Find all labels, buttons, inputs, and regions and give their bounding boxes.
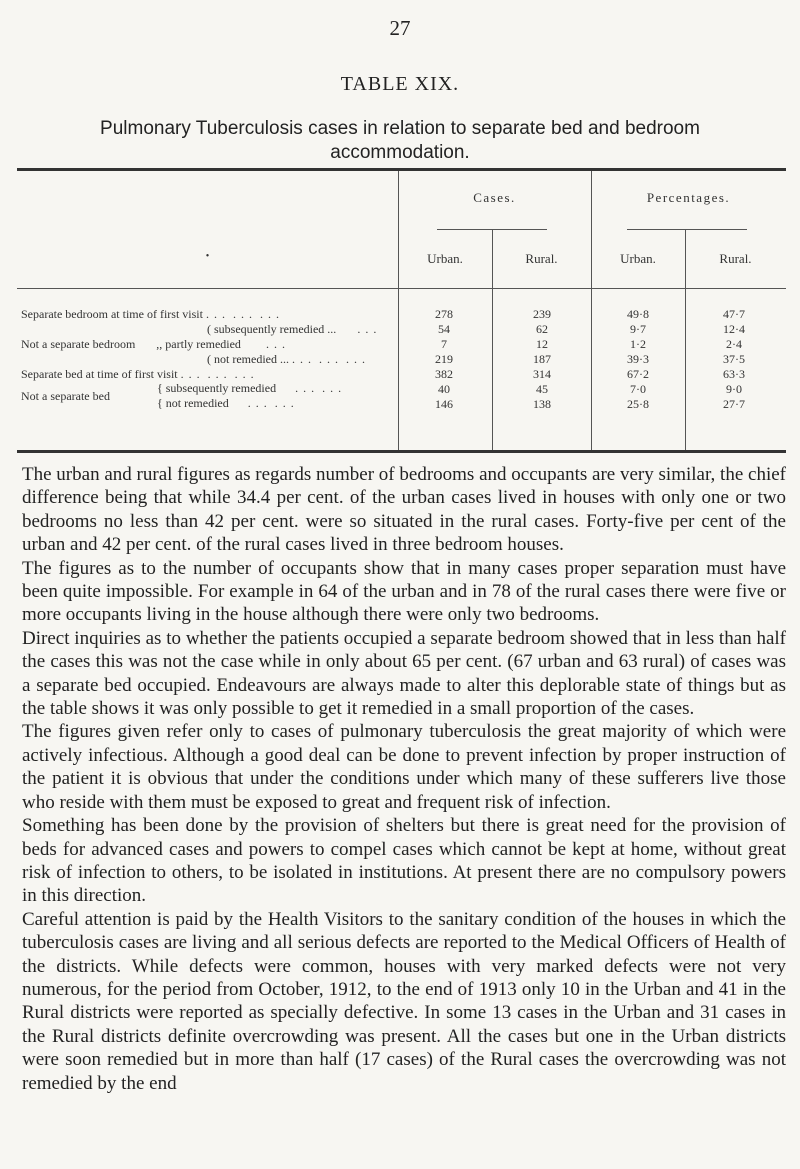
cell: 1·2 — [630, 337, 646, 351]
cell: 146 — [435, 397, 453, 411]
col-rural-pct: Rural. — [719, 251, 752, 266]
table-title: TABLE XIX. — [340, 73, 460, 95]
paragraph: The figures as to the number of occupants show that in many cases proper separation must have been quite impossible. For example in 64 of the urban and in 78 of the rural cases there were five or more occupants living in the house although there were only two bedrooms. — [22, 557, 786, 626]
table-heading: Pulmonary Tuberculosis cases in relation to separate bed and bedroom accommodation. — [100, 118, 700, 163]
data-table — [17, 168, 786, 453]
cell: 382 — [435, 367, 453, 381]
cell: 62 — [536, 322, 548, 336]
header-marker: • — [205, 251, 210, 262]
paragraph: The urban and rural figures as regards number of bedrooms and occupants are very similar, the chief difference being that while 34.4 per cent. of the urban cases lived in houses with only one or two bedrooms no less than 42 per cent. were so situated in the rural cases. Forty-five per cent of the urban and 42 per cent. of the rural cases lived in three bedroom houses. — [22, 464, 786, 556]
paragraph: Something has been done by the provision of shelters but there is great need for the provision of beds for advanced cases and powers to compel cases which cannot be kept at home, without great risk of infection to others, to be isolated in institutions. At present there are no compulsory powers in this direction. — [22, 815, 786, 907]
col-urban-cases: Urban. — [427, 251, 463, 266]
row-label: Separate bedroom at time of first visit ... ... ... — [21, 307, 284, 321]
table-bottom-rule — [17, 450, 786, 453]
table-top-rule — [17, 168, 786, 171]
cell: 239 — [533, 307, 551, 321]
cell: 47·7 — [723, 307, 745, 321]
header-bottom-rule — [17, 288, 786, 289]
cell: 314 — [533, 367, 551, 381]
cell: 25·8 — [627, 397, 649, 411]
cell: 54 — [438, 322, 450, 336]
column-divider — [591, 171, 592, 450]
cell: 49·8 — [627, 307, 649, 321]
col-rural-cases: Rural. — [525, 251, 558, 266]
cell: 45 — [536, 382, 548, 396]
cell: 219 — [435, 352, 453, 366]
cell: 9·7 — [630, 322, 646, 336]
cell: 27·7 — [723, 397, 745, 411]
header-cases: Cases. — [473, 190, 516, 205]
cell: 67·2 — [627, 367, 649, 381]
col-urban-pct: Urban. — [620, 251, 656, 266]
cell: 7 — [441, 337, 447, 351]
cell: 37·5 — [723, 352, 745, 366]
cell: 138 — [533, 397, 551, 411]
cell: 9·0 — [726, 382, 742, 396]
header-rule — [437, 229, 547, 230]
cell: 12 — [536, 337, 548, 351]
row-label: ( not remedied ... ... ... ... — [207, 352, 370, 366]
cell: 278 — [435, 307, 453, 321]
paragraph: Careful attention is paid by the Health Visitors to the sanitary condition of the houses in which the tuberculosis cases are living and all serious defects are reported to the Medical Officers of Health of the districts. While defects were common, houses with very marked defects were not very numerous, for the period from October, 1912, to the end of 1913 only 10 in the Urban and 41 in the Rural districts were reported as specially defective. In some 13 cases in the Urban and 31 cases in the Rural districts definite overcrowding was present. All the cases but one in the Urban districts were soon remedied but in more than half (17 cases) of the Rural cases the overcrowding was not remedied by the end — [22, 908, 786, 1094]
header-percentages: Percentages. — [646, 190, 731, 205]
body-text — [22, 463, 786, 1095]
row-label: ( subsequently remedied ... ... — [207, 322, 382, 336]
cell: 7·0 — [630, 382, 646, 396]
paragraph: Direct inquiries as to whether the patients occupied a separate bedroom showed that in less than half the cases this was not the case while in only about 65 per cent. (67 urban and 63 rural) of cases was a separate bed occupied. Endeavours are always made to alter this deplorable state of things but as the table shows it was only possible to get it remedied in a small proportion of the cases. — [22, 627, 786, 720]
row-sublabel: { not remedied ... ... — [157, 396, 299, 410]
paragraph: The figures given refer only to cases of pulmonary tuberculosis the great majority of which were actively infectious. Although a good deal can be done to prevent infection by proper instruction of the patient it is obvious that under the conditions under which many of these sufferers live those who reside with them must be exposed to great and frequent risk of infection. — [22, 721, 786, 813]
cell: 63·3 — [723, 367, 745, 381]
row-label: Not a separate bedroom ,, partly remedied ... — [21, 337, 290, 351]
cell: 39·3 — [627, 352, 649, 366]
header-rule — [627, 229, 747, 230]
row-label: Not a separate bed — [21, 389, 110, 403]
row-label: Separate bed at time of first visit ... ... ... — [21, 367, 259, 381]
cell: 2·4 — [726, 337, 742, 351]
page-number: 27 — [389, 16, 411, 40]
cell: 187 — [533, 352, 551, 366]
cell: 40 — [438, 382, 450, 396]
row-sublabel: { subsequently remedied ... ... — [157, 381, 347, 395]
cell: 12·4 — [723, 322, 745, 336]
